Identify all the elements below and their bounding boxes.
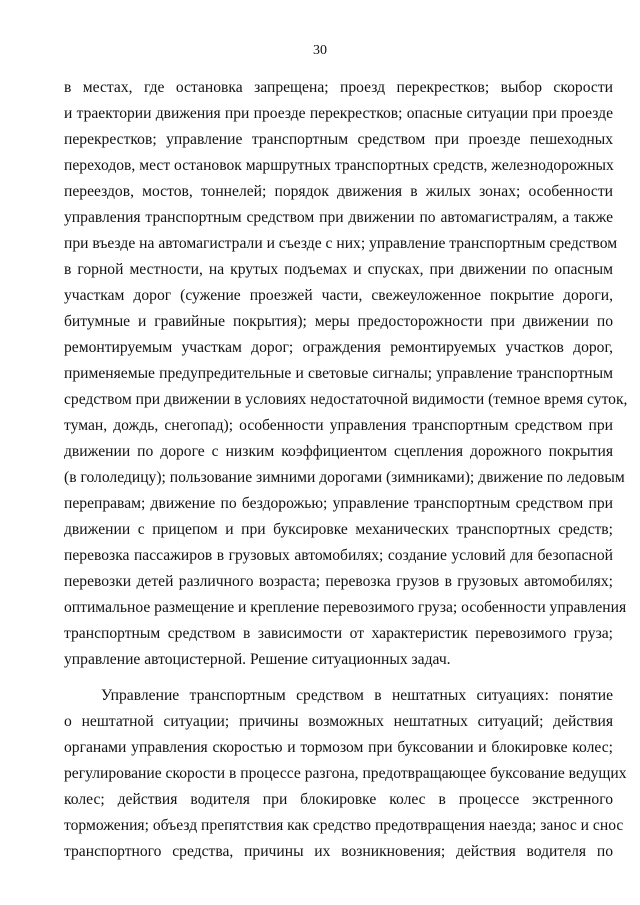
text-line: в горной местности, на крутых подъемах и спусках, при движении по опасным bbox=[64, 261, 613, 278]
text-line: (в гололедицу); пользование зимними дорогами (зимниками); движение по ледовым bbox=[64, 469, 625, 486]
paragraph-gap bbox=[64, 676, 613, 686]
text-line: перевозки детей различного возраста; перевозка грузов в грузовых автомобилях; bbox=[64, 573, 613, 590]
text-line: органами управления скоростью и тормозом при буксовании и блокировке колес; bbox=[64, 739, 613, 756]
paragraph-2 bbox=[64, 686, 627, 868]
text-line: перекрестков; управление транспортным средством при проезде пешеходных bbox=[64, 131, 613, 148]
text-line: и траектории движения при проезде перекрестков; опасные ситуации при проезде bbox=[64, 105, 613, 122]
text-line: регулирование скорости в процессе разгона, предотвращающее буксование ведущих bbox=[64, 765, 627, 782]
text-line: переходов, мест остановок маршрутных транспортных средств, железнодорожных bbox=[64, 157, 614, 174]
text-line: торможения; объезд препятствия как средство предотвращения наезда; занос и снос bbox=[64, 817, 624, 834]
text-line: движении с прицепом и при буксировке механических транспортных средств; bbox=[64, 521, 613, 538]
text-line: управление автоцистерной. Решение ситуационных задач. bbox=[64, 651, 451, 668]
text-line: оптимальное размещение и крепление перевозимого груза; особенности управления bbox=[64, 599, 627, 616]
text-line: переправам; движение по бездорожью; управление транспортным средством при bbox=[64, 495, 613, 512]
text-line: применяемые предупредительные и световые сигналы; управление транспортным bbox=[64, 365, 613, 382]
text-line: в местах, где остановка запрещена; проезд перекрестков; выбор скорости bbox=[64, 79, 613, 96]
page-number: 30 bbox=[313, 43, 327, 58]
text-line: движении по дороге с низким коэффициентом сцепления дорожного покрытия bbox=[64, 443, 613, 460]
text-line: транспортного средства, причины их возникновения; действия водителя по bbox=[64, 843, 613, 860]
text-line: управления транспортным средством при движении по автомагистралям, а также bbox=[64, 209, 613, 226]
text-line: Управление транспортным средством в нештатных ситуациях: понятие bbox=[101, 687, 613, 704]
text-line: участкам дорог (сужение проезжей части, свежеуложенное покрытие дороги, bbox=[64, 287, 613, 304]
paragraph-1 bbox=[64, 78, 628, 676]
text-line: транспортным средством в зависимости от характеристик перевозимого груза; bbox=[64, 625, 613, 642]
text-line: средством при движении в условиях недостаточной видимости (темное время суток, bbox=[64, 391, 628, 408]
text-line: ремонтируемым участкам дорог; ограждения ремонтируемых участков дорог, bbox=[64, 339, 613, 356]
text-line: переездов, мостов, тоннелей; порядок движения в жилых зонах; особенности bbox=[64, 183, 613, 200]
document-body bbox=[64, 78, 628, 868]
text-line: колес; действия водителя при блокировке колес в процессе экстренного bbox=[64, 791, 613, 808]
text-line: перевозка пассажиров в грузовых автомобилях; создание условий для безопасной bbox=[64, 547, 613, 564]
text-line: при въезде на автомагистрали и съезде с них; управление транспортным средством bbox=[64, 235, 618, 252]
text-line: туман, дождь, снегопад); особенности управления транспортным средством при bbox=[64, 417, 613, 434]
text-line: о нештатной ситуации; причины возможных нештатных ситуаций; действия bbox=[64, 713, 613, 730]
text-line: битумные и гравийные покрытия); меры предосторожности при движении по bbox=[64, 313, 613, 330]
